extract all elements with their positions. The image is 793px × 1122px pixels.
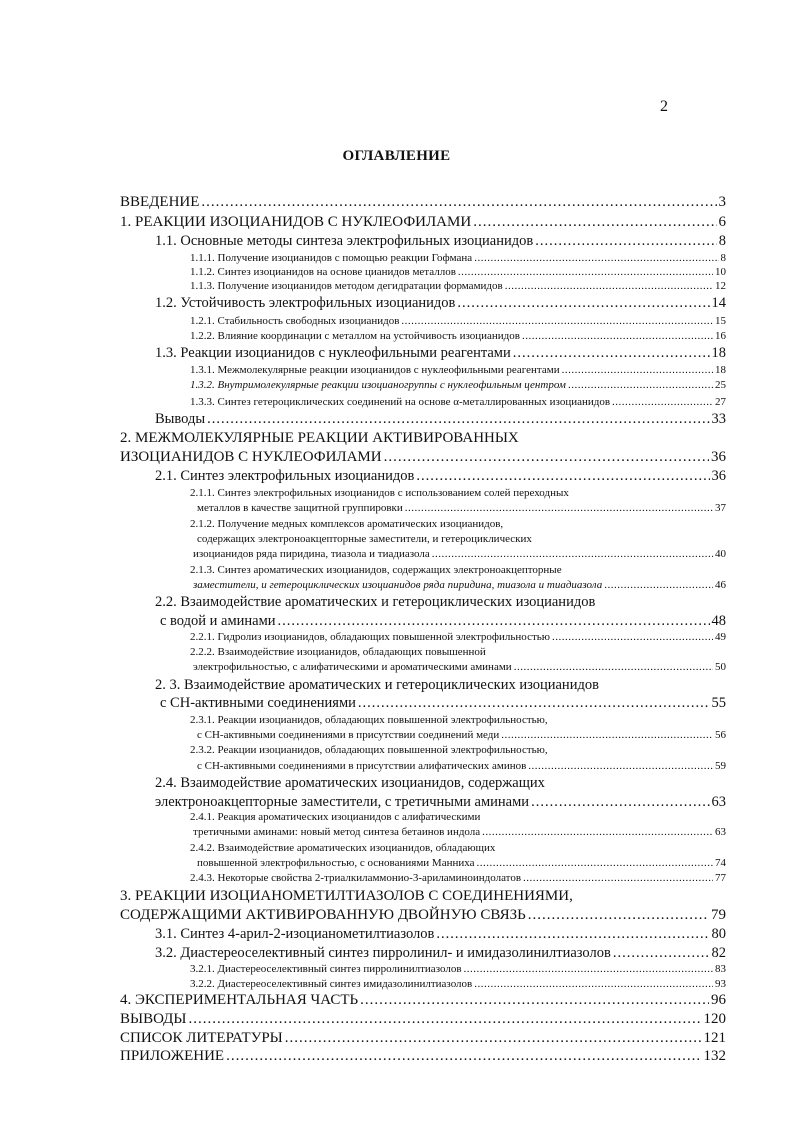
toc-entry-chapter-2[interactable]: ИЗОЦИАНИДОВ С НУКЛЕОФИЛАМИ ..... 36 (120, 449, 726, 466)
toc-entry-chapter-3[interactable]: СОДЕРЖАЩИМИ АКТИВИРОВАННУЮ ДВОЙНУЮ СВЯЗЬ ..... 79 (120, 907, 726, 924)
toc-entry-1-3-2[interactable]: 1.3.2. Внутримолекулярные реакции изоцианогруппы с нуклеофильным центром ..... 25 (190, 379, 726, 391)
toc-entry-2-2-2[interactable]: электрофильностью, с алифатическими и ароматическими аминами ..... 50 (193, 661, 726, 673)
toc-entry-3-2-1[interactable]: 3.2.1. Диастереоселективный синтез пирролинилтиазолов ..... 83 (190, 963, 726, 975)
toc-entry-2-4-1-line1: 2.4.1. Реакция ароматических изоцианидов с алифатическими (190, 811, 481, 823)
toc-entry-1-1-2[interactable]: 1.1.2. Синтез изоцианидов на основе цианидов металлов ..... 10 (190, 266, 726, 278)
toc-entry-1-3-1[interactable]: 1.3.1. Межмолекулярные реакции изоцианидов с нуклеофильными реагентами ..... 18 (190, 364, 726, 376)
toc-entry-2-3-2[interactable]: с СН-активными соединениями в присутствии алифатических аминов ..... 59 (197, 760, 726, 772)
page-number: 2 (660, 98, 668, 115)
toc-entry-2-2-2-line1: 2.2.2. Взаимодействие изоцианидов, обладающих повышенной (190, 646, 486, 658)
toc-entry-2-4[interactable]: электроноакцепторные заместители, с третичными аминами ..... 63 (155, 794, 726, 811)
toc-entry-3-1[interactable]: 3.1. Синтез 4-арил-2-изоцианометилтиазолов ..... 80 (155, 926, 726, 943)
toc-entry-2-4-line1: 2.4. Взаимодействие ароматических изоцианидов, содержащих (155, 775, 545, 791)
toc-entry-2-4-2[interactable]: повышенной электрофильностью, с основаниями Манниха ..... 74 (197, 857, 726, 869)
toc-entry-1-2[interactable]: 1.2. Устойчивость электрофильных изоцианидов ..... 14 (155, 295, 726, 312)
toc-entry-1-3-3[interactable]: 1.3.3. Синтез гетероциклических соединений на основе α-металлированных изоцианидов ..... 27 (190, 396, 726, 408)
toc-entry-chapter-3-line1[interactable]: 3. РЕАКЦИИ ИЗОЦИАНОМЕТИЛТИАЗОЛОВ С СОЕДИНЕНИЯМИ, (120, 888, 573, 904)
toc-entry-2-3-line1: 2. 3. Взаимодействие ароматических и гетероциклических изоцианидов (155, 677, 599, 693)
toc-entry-2-4-2-line1: 2.4.2. Взаимодействие ароматических изоцианидов, обладающих (190, 842, 496, 854)
toc-entry-3-2-2[interactable]: 3.2.2. Диастереоселективный синтез имидазолинилтиазолов ..... 93 (190, 978, 726, 990)
toc-entry-2-1-1-line1: 2.1.1. Синтез электрофильных изоцианидов с использованием солей переходных (190, 487, 569, 499)
toc-entry-intro[interactable]: ВВЕДЕНИЕ ..... 3 (120, 194, 726, 211)
toc-entry-2-1-3-line1: 2.1.3. Синтез ароматических изоцианидов, содержащих электроноакцепторные (190, 564, 562, 576)
toc-entry-conclusions[interactable]: ВЫВОДЫ ..... 120 (120, 1011, 726, 1028)
toc-entry-2-3-2-line1: 2.3.2. Реакции изоцианидов, обладающих повышенной электрофильностью, (190, 744, 548, 756)
toc-entry-2-4-1[interactable]: третичными аминами: новый метод синтеза бетаинов индола ..... 63 (193, 826, 726, 838)
toc-entry-2-4-3[interactable]: 2.4.3. Некоторые свойства 2-триалкиламмонио-3-ариламиноиндолатов ..... 77 (190, 872, 726, 884)
page-title: ОГЛАВЛЕНИЕ (342, 148, 451, 164)
toc-entry-2-1-2-line2: содержащих электроноакцепторные заместители, и гетероциклических (197, 533, 532, 545)
toc-entry-chapter-1[interactable]: 1. РЕАКЦИИ ИЗОЦИАНИДОВ С НУКЛЕОФИЛАМИ ..... 6 (120, 214, 726, 231)
toc-entry-2-2[interactable]: с водой и аминами ..... 48 (160, 613, 726, 630)
toc-entry-chapter-2-line1[interactable]: 2. МЕЖМОЛЕКУЛЯРНЫЕ РЕАКЦИИ АКТИВИРОВАННЫХ (120, 430, 519, 446)
toc-entry-conclusions-1[interactable]: Выводы ..... 33 (155, 411, 726, 428)
toc-entry-2-3-1[interactable]: с СН-активными соединениями в присутствии соединений меди ..... 56 (197, 729, 726, 741)
toc-entry-1-2-1[interactable]: 1.2.1. Стабильность свободных изоцианидов ..... 15 (190, 315, 726, 327)
toc-entry-appendix[interactable]: ПРИЛОЖЕНИЕ ..... 132 (120, 1048, 726, 1065)
toc-entry-2-1-3[interactable]: заместители, и гетероциклических изоцианидов ряда пиридина, тиазола и тиадиазола ..... 46 (193, 579, 726, 591)
toc-entry-1-3[interactable]: 1.3. Реакции изоцианидов с нуклеофильными реагентами ..... 18 (155, 345, 726, 362)
toc-entry-chapter-4[interactable]: 4. ЭКСПЕРИМЕНТАЛЬНАЯ ЧАСТЬ ..... 96 (120, 992, 726, 1009)
toc-entry-2-2-line1: 2.2. Взаимодействие ароматических и гетероциклических изоцианидов (155, 594, 596, 610)
toc-entry-2-2-1[interactable]: 2.2.1. Гидролиз изоцианидов, обладающих повышенной электрофильностью ..... 49 (190, 631, 726, 643)
toc-entry-2-3-1-line1: 2.3.1. Реакции изоцианидов, обладающих повышенной электрофильностью, (190, 714, 548, 726)
toc-entry-2-1-2[interactable]: изоцианидов ряда пиридина, тиазола и тиадиазола ..... 40 (193, 548, 726, 560)
toc-entry-1-1-3[interactable]: 1.1.3. Получение изоцианидов методом дегидратации формамидов ..... 12 (190, 280, 726, 292)
toc-entry-1-1-1[interactable]: 1.1.1. Получение изоцианидов с помощью реакции Гофмана ..... 8 (190, 252, 726, 264)
toc-entry-1-1[interactable]: 1.1. Основные методы синтеза электрофильных изоцианидов ..... 8 (155, 233, 726, 250)
toc-entry-1-2-2[interactable]: 1.2.2. Влияние координации с металлом на устойчивость изоцианидов ..... 16 (190, 330, 726, 342)
toc-entry-references[interactable]: СПИСОК ЛИТЕРАТУРЫ ..... 121 (120, 1030, 726, 1047)
toc-entry-2-1-2-line1: 2.1.2. Получение медных комплексов ароматических изоцианидов, (190, 518, 504, 530)
toc-entry-2-3[interactable]: с СН-активными соединениями ..... 55 (160, 695, 726, 712)
toc-entry-2-1[interactable]: 2.1. Синтез электрофильных изоцианидов ..... 36 (155, 468, 726, 485)
toc-entry-2-1-1[interactable]: металлов в качестве защитной группировки ..... 37 (197, 502, 726, 514)
toc-entry-3-2[interactable]: 3.2. Диастереоселективный синтез пирролинил- и имидазолинилтиазолов ..... 82 (155, 945, 726, 962)
